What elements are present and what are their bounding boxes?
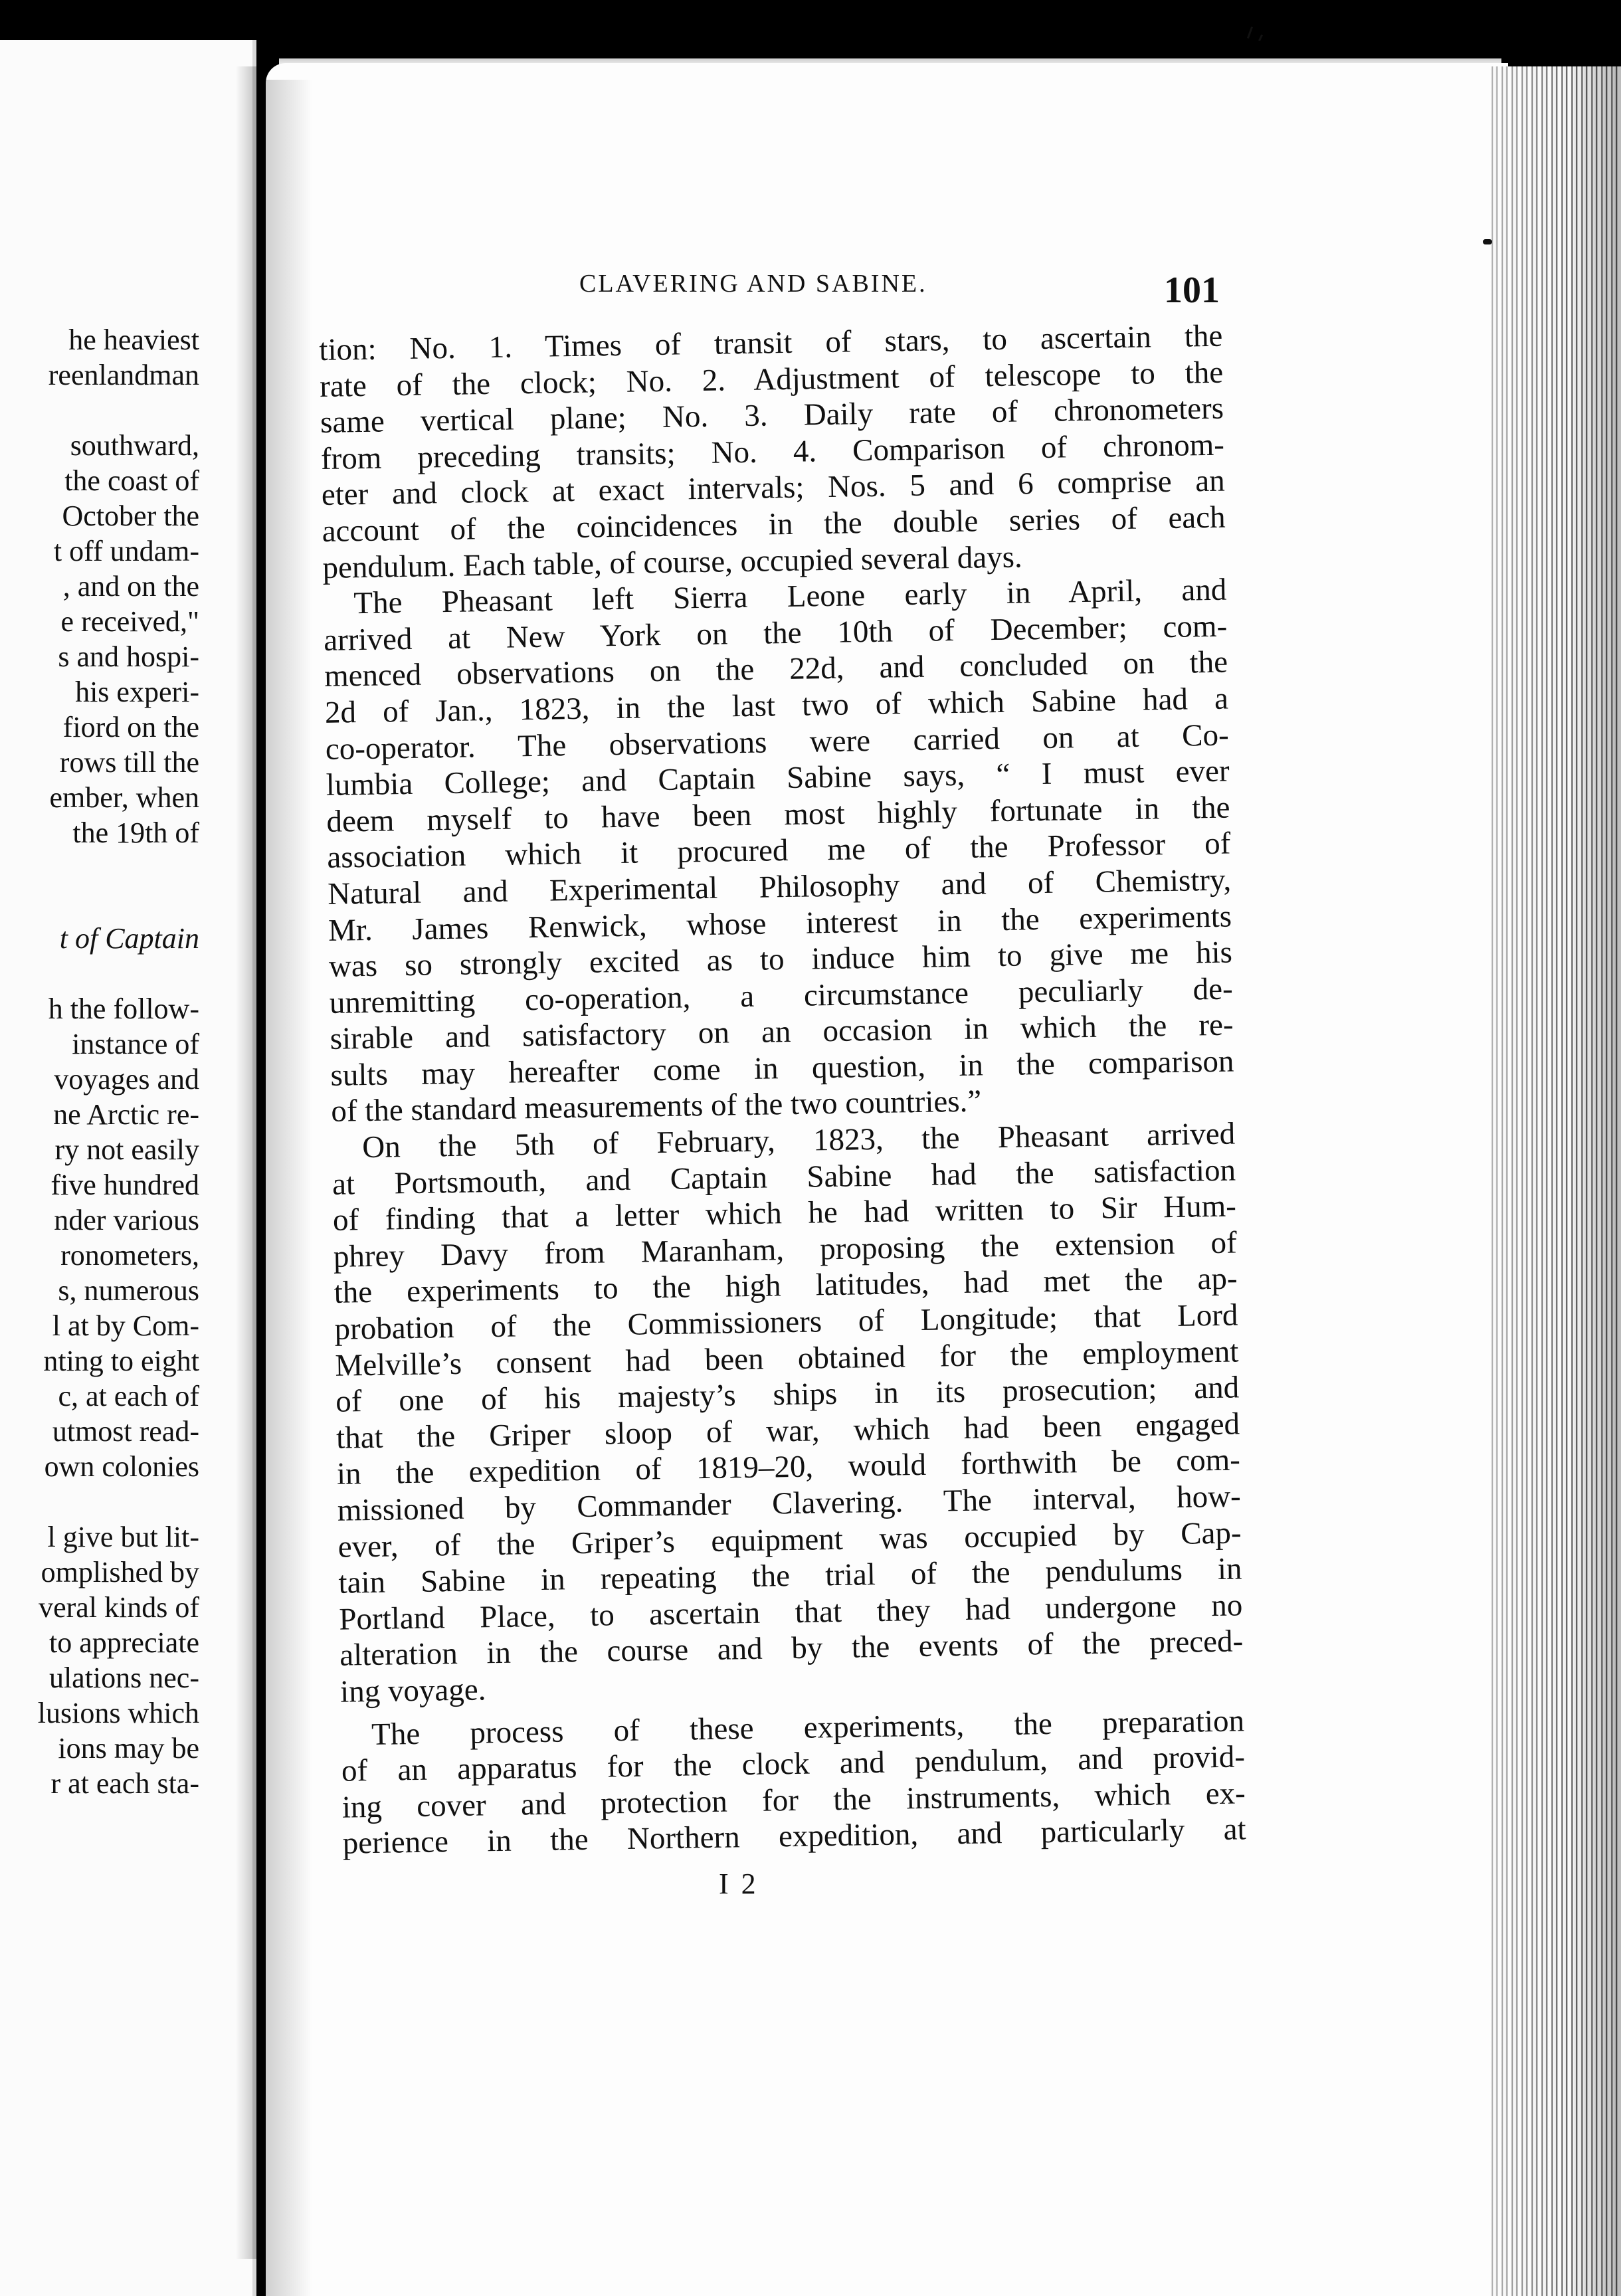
left-page-line: r at each sta- [50,1767,199,1800]
left-page-line: nting to eight [43,1345,199,1377]
dust-speck [1258,35,1263,41]
gutter-shade [266,80,312,2296]
text-line: arrived at New York on the 10th of December; com- [323,609,1228,658]
text-line: Mr. James Renwick, whose interest in the experiments [328,899,1232,948]
text-line: Melville’s consent had been obtained for the employment [335,1334,1239,1383]
dust-speck [1247,27,1253,39]
left-page-line: voyages and [54,1063,199,1096]
left-page-line: ne Arctic re- [53,1098,199,1131]
text-line: missioned by Commander Clavering. The interval, how- [337,1479,1242,1528]
left-page-line: s and hospi- [58,640,199,673]
text-line: from preceding transits; No. 4. Comparison of chronom- [320,427,1225,476]
text-line: account of the coincidences in the double series of each [322,500,1226,549]
page-number: 101 [1164,270,1220,311]
text-line: The process of these experiments, the preparation [371,1703,1245,1752]
text-line: lumbia College; and Captain Sabine says, “ I must ever [326,753,1230,803]
text-line: of an apparatus for the clock and pendulum, and provid- [341,1739,1246,1788]
left-page-line: five hundred [50,1169,199,1201]
left-page-line: reenlandman [48,359,199,391]
text-line: sults may hereafter come in question, in the comparison [330,1044,1234,1093]
text-line: was so strongly excited as to induce him to give me his [328,935,1233,984]
text-line: in the expedition of 1819–20, would forthwith be com- [336,1442,1241,1492]
left-page-line [0,886,199,921]
left-page-line: l give but lit- [47,1521,199,1553]
text-line: of finding that a letter which he had written to Sir Hum- [332,1189,1237,1238]
dust-speck [1483,239,1492,244]
text-line: deem myself to have been most highly fortunate in the [326,790,1230,839]
text-line: association which it procured me of the Professor of [327,826,1231,876]
left-page-line: c, at each of [58,1380,199,1412]
left-page-line: , and on the [62,570,199,603]
left-page-line [0,850,199,886]
text-line: that the Griper sloop of war, which had been engaged [335,1406,1240,1456]
left-page-line: e received," [60,605,199,638]
text-line: unremitting co-operation, a circumstance peculiarly de- [329,971,1234,1020]
left-page-line: October the [62,500,199,532]
text-line: The Pheasant left Sierra Leone early in April, and [353,572,1227,621]
left-page-line: instance of [72,1028,199,1060]
left-page-line: the coast of [64,464,199,497]
text-line: co-operator. The observations were carried on at Co- [325,718,1230,767]
left-page-text [0,322,199,1801]
text-line: tain Sabine in repeating the trial of the pendulums in [338,1551,1242,1600]
left-page-line: veral kinds of [39,1591,199,1624]
text-line: ever, of the Griper’s equipment was occupied by Cap- [337,1515,1242,1565]
text-line: sirable and satisfactory on an occasion in which the re- [330,1007,1234,1057]
text-line: 2d of Jan., 1823, in the last two of which Sabine had a [324,681,1229,730]
text-line: Portland Place, to ascertain that they had undergone no [339,1588,1243,1637]
left-page-line: ember, when [49,781,199,814]
text-line: alteration in the course and by the events of the preced- [339,1624,1244,1674]
text-line: phrey Davy from Maranham, proposing the extension of [333,1225,1238,1274]
paragraph [332,1116,1244,1711]
left-page-line: rows till the [59,746,199,779]
text-line: On the 5th of February, 1823, the Pheasant arrived [361,1116,1236,1165]
running-head: CLAVERING AND SABINE. [579,270,927,298]
left-page-line: t off undam- [53,535,199,567]
text-line: menced observations on the 22d, and concluded on the [324,644,1228,694]
page-edges-shading [1488,66,1621,2296]
left-page-line: nder various [54,1204,199,1236]
text-line: eter and clock at exact intervals; Nos. 5 and 6 comprise an [321,463,1226,513]
left-page-line: he heaviest [68,324,199,356]
left-page-line: ions may be [58,1732,199,1765]
left-page-line: s, numerous [58,1274,199,1307]
left-page-line: to appreciate [49,1626,199,1659]
text-line: ing cover and protection for the instruments, which ex- [341,1776,1246,1825]
paragraph [341,1703,1246,1862]
left-page-line: southward, [70,429,199,462]
left-page-line: lusions which [37,1697,199,1729]
left-page-line: h the follow- [48,993,199,1025]
paragraph [319,318,1226,586]
text-line: at Portsmouth, and Captain Sabine had the satisfaction [332,1153,1236,1202]
text-line: probation of the Commissioners of Longitude; that Lord [334,1297,1238,1347]
left-page-line: utmost read- [52,1415,199,1448]
left-page-line: ulations nec- [48,1662,199,1694]
body-text [319,318,1246,1862]
left-page-line: the 19th of [72,816,199,849]
left-page-line [0,1484,199,1519]
left-page-line [0,956,199,991]
text-line: perience in the Northern expedition, and particularly at [342,1812,1246,1862]
text-line: rate of the clock; No. 2. Adjustment of telescope to the [319,355,1224,404]
left-page-line: t of Captain [59,922,199,955]
text-line: of one of his majesty’s ships in its prosecution; and [335,1370,1240,1420]
left-page-line: l at by Com- [52,1309,199,1342]
left-page-line: omplished by [41,1556,199,1588]
left-page-line: ry not easily [54,1133,199,1166]
signature-mark: I 2 [719,1867,759,1900]
text-line: pendulum. Each table, of course, occupied several days. [322,539,1023,585]
left-page-line: fiord on the [62,711,199,743]
left-page-line: his experi- [75,676,199,708]
text-line: Natural and Experimental Philosophy and of Chemistry, [327,862,1232,911]
text-line: tion: No. 1. Times of transit of stars, to ascertain the [319,318,1223,367]
text-line: of the standard measurements of the two countries.” [331,1084,982,1129]
left-page-line: own colonies [44,1450,199,1483]
left-page-line [0,393,199,428]
text-line: same vertical plane; No. 3. Daily rate of chronometers [320,391,1224,440]
paragraph [323,572,1235,1130]
text-line: ing voyage. [339,1672,486,1709]
left-page-line: ronometers, [60,1239,199,1272]
text-line: the experiments to the high latitudes, had met the ap- [334,1261,1238,1311]
